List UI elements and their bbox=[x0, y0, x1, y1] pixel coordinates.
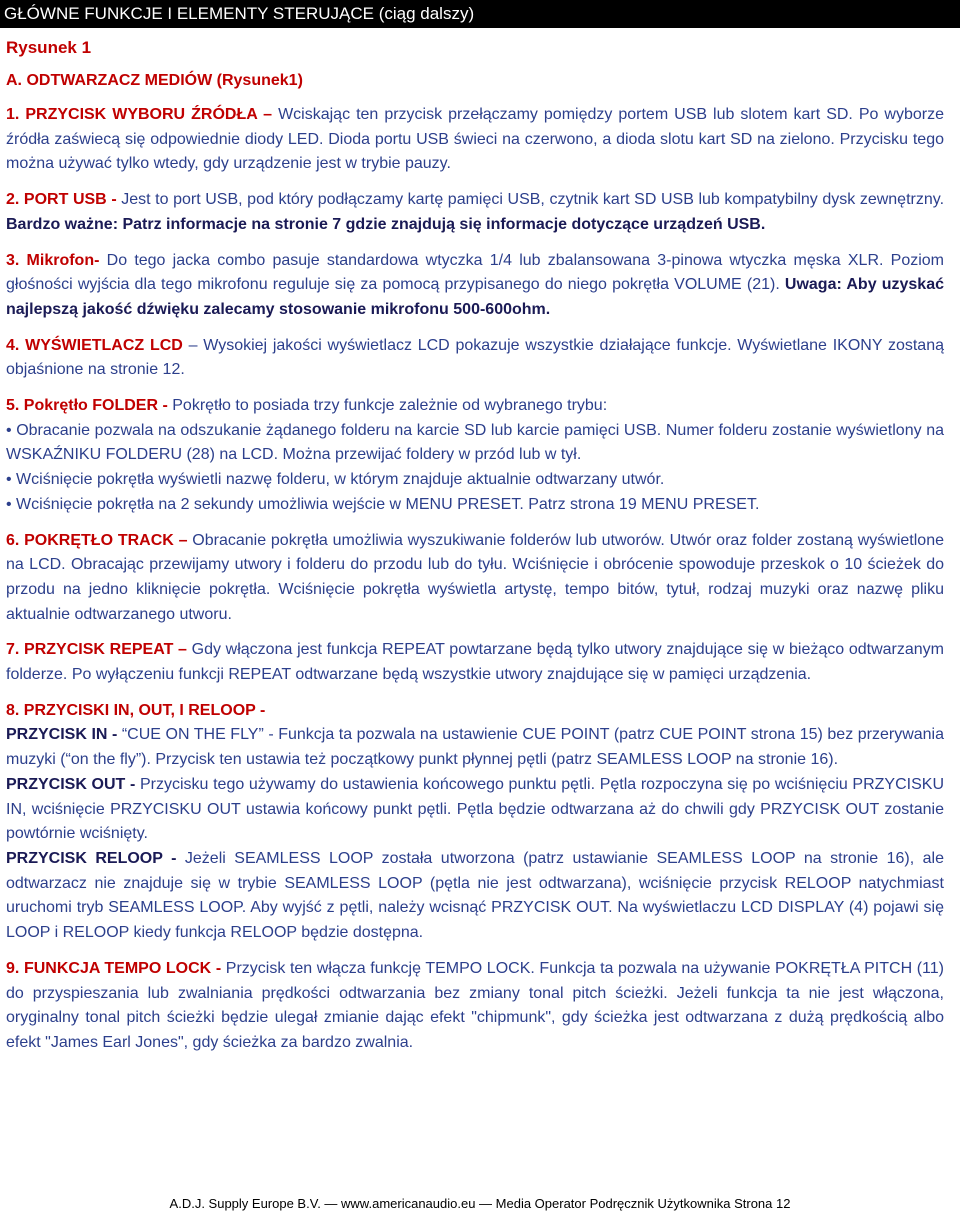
item-8-reloop-text: Jeżeli SEAMLESS LOOP została utworzona (patrz ustawianie SEAMLESS LOOP na stronie 16), ale odtwarzacz nie znajduje się w trybie SEAMLESS LOOP (pętla nie jest odtwarzana), wciśnięcie przycisk RELOOP natychmiast uruchomi tryb SEAMLESS LOOP. Aby wyjść z pętli, należy wcisnąć PRZYCISK OUT. Na wyświetlaczu LCD DISPLAY (4) pojawi się LOOP i RELOOP kiedy funkcja RELOOP będzie dostępna. bbox=[6, 849, 945, 942]
item-5-text: Pokrętło to posiada trzy funkcje zależnie od wybranego trybu: bbox=[167, 397, 608, 415]
item-1-text: Wciskając ten przycisk przełączamy pomiędzy portem USB lub slotem kart SD. Po wyborze źródła zaświecą się odpowiednie diody LED. Dioda portu USB świeci na czerwono, a dioda slotu kart SD na zielono. Przycisku tego można używać tylko wtedy, gdy urządzenie jest w trybie pauzy. bbox=[6, 106, 945, 173]
item-8-reloop-heading: PRZYCISK RELOOP - bbox=[6, 849, 177, 867]
item-3-microphone bbox=[6, 249, 944, 323]
item-5-folder-knob bbox=[6, 394, 944, 518]
figure-label: Rysunek 1 bbox=[6, 38, 92, 57]
item-2-usb-port bbox=[6, 188, 944, 237]
document-body bbox=[6, 34, 944, 1056]
item-1-source-button bbox=[6, 103, 944, 177]
page-header-bar bbox=[0, 0, 960, 28]
item-3-heading: 3. Mikrofon- bbox=[6, 251, 100, 269]
item-7-text: Gdy włączona jest funkcja REPEAT powtarzane będą tylko utwory znajdujące się w bieżąco odtwarzanym folderze. Po wyłączeniu funkcji REPEAT odtwarzane będą wszystkie utwory znajdujące się w pamięci urządzenia. bbox=[6, 641, 944, 684]
item-8-heading: 8. PRZYCISKI IN, OUT, I RELOOP - bbox=[6, 701, 266, 719]
item-8-in-heading: PRZYCISK IN - bbox=[6, 726, 118, 744]
footer-text: A.D.J. Supply Europe B.V. — www.americanaudio.eu — Media Operator Podręcznik Użytkownika Strona 12 bbox=[169, 1196, 791, 1211]
item-8-out-heading: PRZYCISK OUT - bbox=[6, 775, 136, 793]
page-footer bbox=[0, 1196, 960, 1211]
item-6-track-knob bbox=[6, 529, 944, 628]
item-3-note: Uwaga: Aby uzyskać najlepszą jakość dźwięku zalecamy stosowanie mikrofonu 500-600ohm. bbox=[6, 276, 944, 318]
item-2-heading: 2. PORT USB - bbox=[6, 191, 117, 209]
item-4-lcd-display bbox=[6, 334, 944, 383]
item-2-note: Bardzo ważne: Patrz informacje na stronie 7 gdzie znajdują się informacje dotyczące urządzeń USB. bbox=[6, 215, 766, 233]
item-9-tempo-lock bbox=[6, 957, 944, 1056]
item-5-heading: 5. Pokrętło FOLDER - bbox=[6, 397, 168, 415]
item-7-heading: 7. PRZYCISK REPEAT – bbox=[6, 641, 187, 659]
item-1-heading: 1. PRZYCISK WYBORU ŹRÓDŁA – bbox=[6, 106, 273, 123]
section-title: A. ODTWARZACZ MEDIÓW (Rysunek1) bbox=[6, 72, 303, 89]
item-5-bullet: • Obracanie pozwala na odszukanie żądanego folderu na karcie SD lub karcie pamięci USB. Numer folderu zostanie wyświetlony na WSKAŹNIKU FOLDERU (28) na LCD. Można przewijać foldery w przód lub w tył. bbox=[6, 421, 944, 464]
item-4-heading: 4. WYŚWIETLACZ LCD bbox=[6, 336, 183, 354]
item-9-text: Przycisk ten włącza funkcję TEMPO LOCK. Funkcja ta pozwala na używanie POKRĘTŁA PITCH (11) do przyspieszania lub zwalniania prędkości odtwarzania bez zmiany tonal pitch ścieżki. Jeżeli funkcja ta nie jest włączona, oryginalny tonal pitch ścieżki będzie ulegał zmianie dając efekt "chipmunk", gdy ścieżka jest odtwarzana z dużą prędkością albo efekt "James Earl Jones", gdy ścieżka za bardzo zwalnia. bbox=[6, 959, 944, 1051]
item-6-heading: 6. POKRĘTŁO TRACK – bbox=[6, 531, 188, 549]
item-8-in-out-reloop bbox=[6, 699, 944, 946]
item-9-heading: 9. FUNKCJA TEMPO LOCK - bbox=[6, 959, 222, 977]
item-5-bullet: • Wciśnięcie pokrętła wyświetli nazwę folderu, w którym znajduje aktualnie odtwarzany utwór. bbox=[6, 471, 665, 489]
item-5-bullet: • Wciśnięcie pokrętła na 2 sekundy umożliwia wejście w MENU PRESET. Patrz strona 19 MENU PRESET. bbox=[6, 495, 760, 513]
item-6-text: Obracanie pokrętła umożliwia wyszukiwanie folderów lub utworów. Utwór oraz folder zostaną wyświetlone na LCD. Obracając przewijamy utwory i folderu do przodu lub do tyłu. Wciśnięcie i obrócenie spowoduje przeskok o 10 ścieżek do przodu na jedno kliknięcie pokrętła. Wciśnięcie pokrętła wyświetla artystę, tempo bitów, tytuł, rodzaj muzyki oraz nazwę pliku aktualnie odtwarzanego utworu. bbox=[6, 531, 944, 623]
item-4-text: – Wysokiej jakości wyświetlacz LCD pokazuje wszystkie działające funkcje. Wyświetlane IKONY zostaną objaśnione na stronie 12. bbox=[6, 336, 944, 379]
item-3-text: Do tego jacka combo pasuje standardowa wtyczka 1/4 lub zbalansowana 3-pinowa wtyczka męska XLR. Poziom głośności wyjścia dla tego mikrofonu reguluje się za pomocą przypisanego do niego pokrętła VOLUME (21). bbox=[6, 251, 944, 294]
item-7-repeat-button bbox=[6, 638, 944, 687]
item-8-out-text: Przycisku tego używamy do ustawienia końcowego punktu pętli. Pętla rozpoczyna się po wciśnięciu PRZYCISKU IN, wciśnięcie PRZYCISKU OUT ustawia końcowy punkt pętli. Pętla będzie odtwarzana aż do chwili gdy PRZYCISK OUT zostanie powtórnie wciśnięty. bbox=[6, 775, 945, 843]
item-8-in-text: “CUE ON THE FLY” - Funkcja ta pozwala na ustawienie CUE POINT (patrz CUE POINT strona 15) bez przerywania muzyki (“on the fly”). Przycisk ten ustawia też początkowy punkt płynnej pętli (patrz SEAMLESS LOOP na stronie 16). bbox=[6, 726, 944, 769]
page-header-title: GŁÓWNE FUNKCJE I ELEMENTY STERUJĄCE (ciąg dalszy) bbox=[4, 4, 475, 23]
item-2-text: Jest to port USB, pod który podłączamy kartę pamięci USB, czytnik kart SD USB lub kompatybilny dysk zewnętrzny. bbox=[116, 191, 945, 209]
